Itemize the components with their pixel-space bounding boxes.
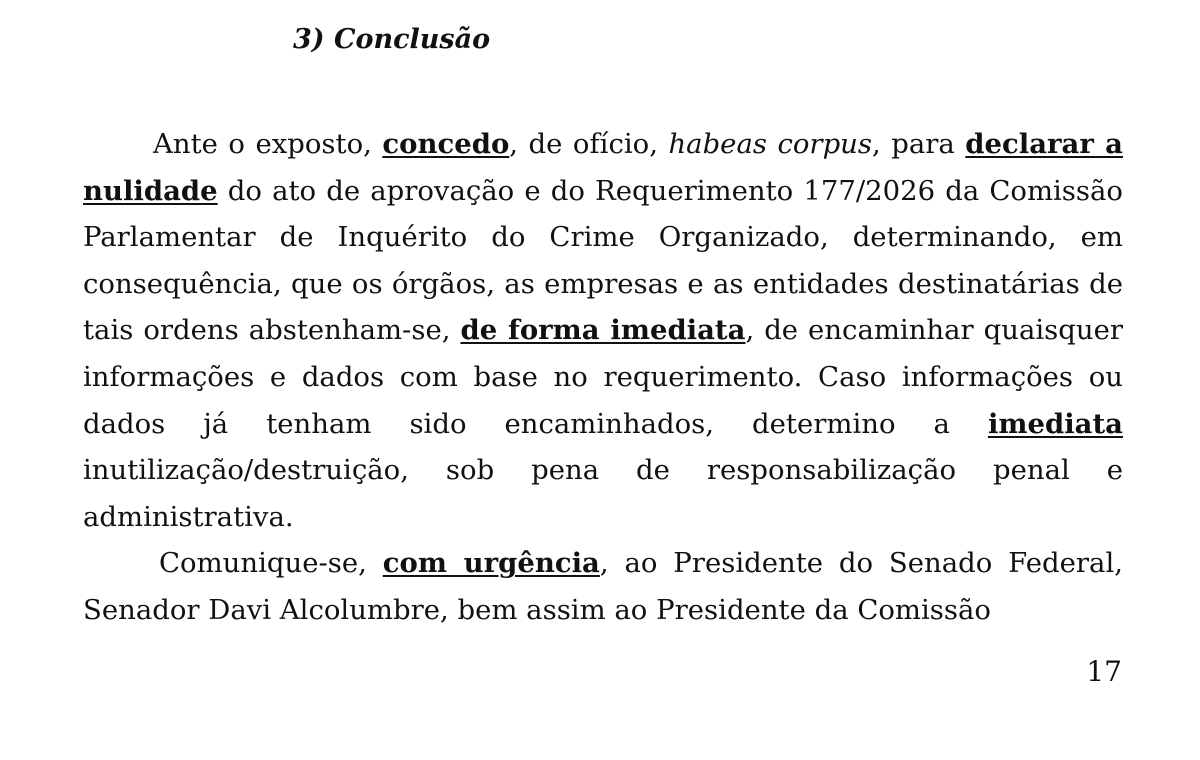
emphasis-imediata: imediata: [987, 407, 1123, 440]
text-run: do ato de aprovação e do Requerimento 177/2026 da Comissão Parlamentar de Inquérito do Crime Organizado, determinando, em consequência, que os órgãos, as empresas e as entidades destinatárias de tais ordens abstenham-se,: [83, 174, 1123, 347]
emphasis-concedo: concedo: [382, 128, 510, 160]
paragraph-conclusion: [83, 121, 1123, 540]
paragraph-comunique: [83, 540, 1123, 633]
text-run: , de ofício,: [509, 128, 669, 160]
italic-habeas-corpus: habeas corpus: [668, 128, 872, 160]
emphasis-com-urgencia: com urgência: [382, 547, 600, 580]
document-body: [83, 121, 1123, 634]
text-run: Ante o exposto,: [153, 128, 383, 160]
page-number: 17: [1086, 655, 1122, 688]
text-run: , de encaminhar quaisquer informações e dados com base no requerimento. Caso informações ou dados já tenham sido encaminhados, determino a: [83, 314, 1124, 440]
text-run: , para: [872, 128, 966, 160]
text-run: , ao Presidente do Senado Federal, Senador Davi Alcolumbre, bem assim ao Presidente da Comissão: [83, 547, 1123, 626]
text-run: Comunique-se,: [159, 547, 383, 580]
text-run: inutilização/destruição, sob pena de responsabilização penal e administrativa.: [83, 454, 1123, 533]
emphasis-declarar-nulidade: declarar a nulidade: [83, 128, 1123, 207]
emphasis-forma-imediata: de forma imediata: [460, 314, 746, 347]
section-heading: 3) Conclusão: [293, 24, 491, 55]
